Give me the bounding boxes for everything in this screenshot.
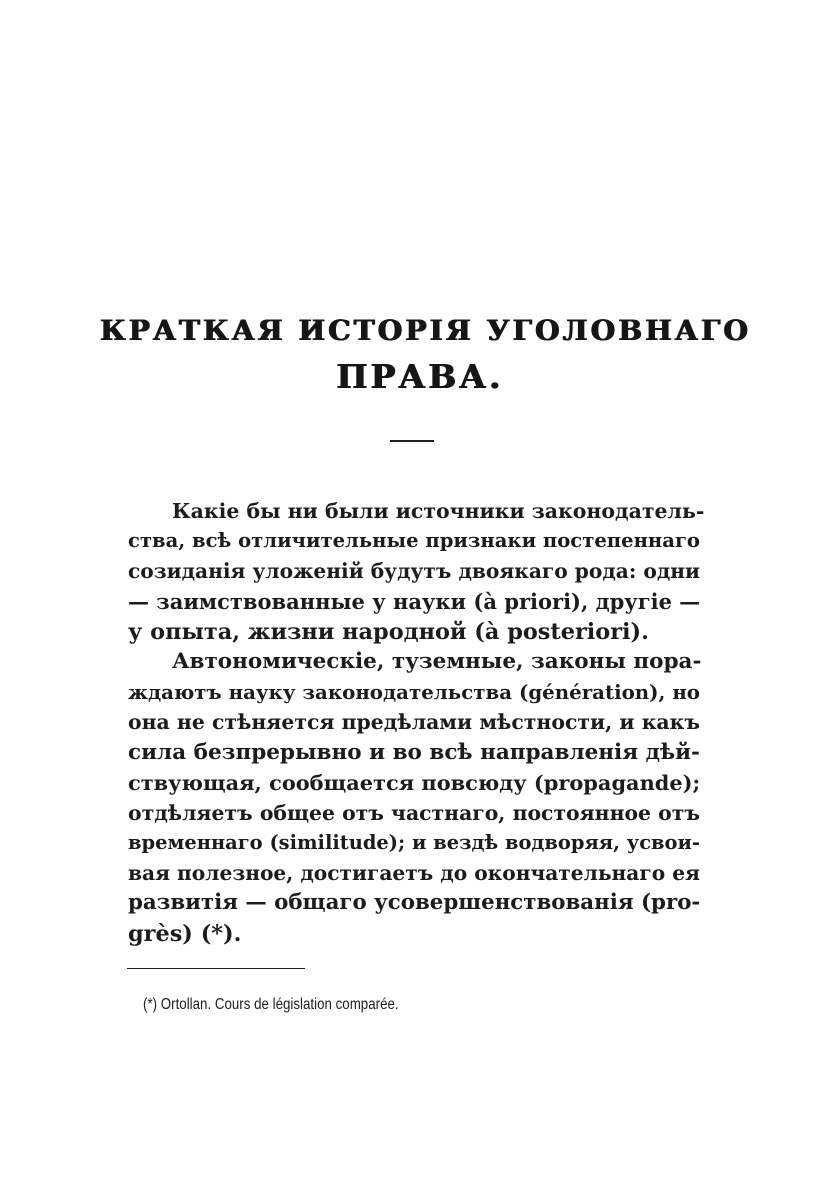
body-line: grès) (*). [128, 920, 242, 947]
title-separator-rule [390, 440, 434, 442]
body-line: Автономическіе, туземные, законы пора- [172, 648, 702, 674]
body-line: ждаютъ науку законодательства (génération), но [128, 680, 700, 705]
body-line: сила безпрерывно и во всѣ направленія дѣй- [128, 739, 700, 765]
body-line: ства, всѣ отличительные признаки постепеннаго [128, 529, 700, 553]
body-line: — заимствованные у науки (à priori), другіе — [128, 588, 701, 614]
body-line: развитія — общаго усовершенствованія (pro- [128, 890, 701, 916]
body-line: Какіе бы ни были источники законодатель- [172, 499, 705, 523]
footnote-separator-rule [127, 968, 305, 969]
chapter-title-line-1: КРАТКАЯ ИСТОРІЯ УГОЛОВНАГО [100, 313, 752, 347]
body-line: отдѣляетъ общее отъ частнаго, постоянное отъ [128, 800, 700, 825]
body-line: у опыта, жизни народной (à posteriori). [128, 618, 649, 645]
body-line: временнаго (similitude); и вездѣ водворяя, усвои- [128, 831, 700, 855]
chapter-title-line-2: ПРАВА. [336, 357, 504, 396]
body-line: вая полезное, достигаетъ до окончательнаго ея [128, 861, 700, 886]
body-line: она не стѣняется предѣлами мѣстности, и какъ [128, 710, 700, 735]
body-line: созиданія уложеній будутъ двоякаго рода: одни [128, 559, 700, 584]
body-line: ствующая, сообщается повсюду (propagande); [128, 769, 701, 795]
body-text [128, 496, 705, 949]
footnote: (*) Ortollan. Cours de législation comparée. [143, 996, 399, 1013]
